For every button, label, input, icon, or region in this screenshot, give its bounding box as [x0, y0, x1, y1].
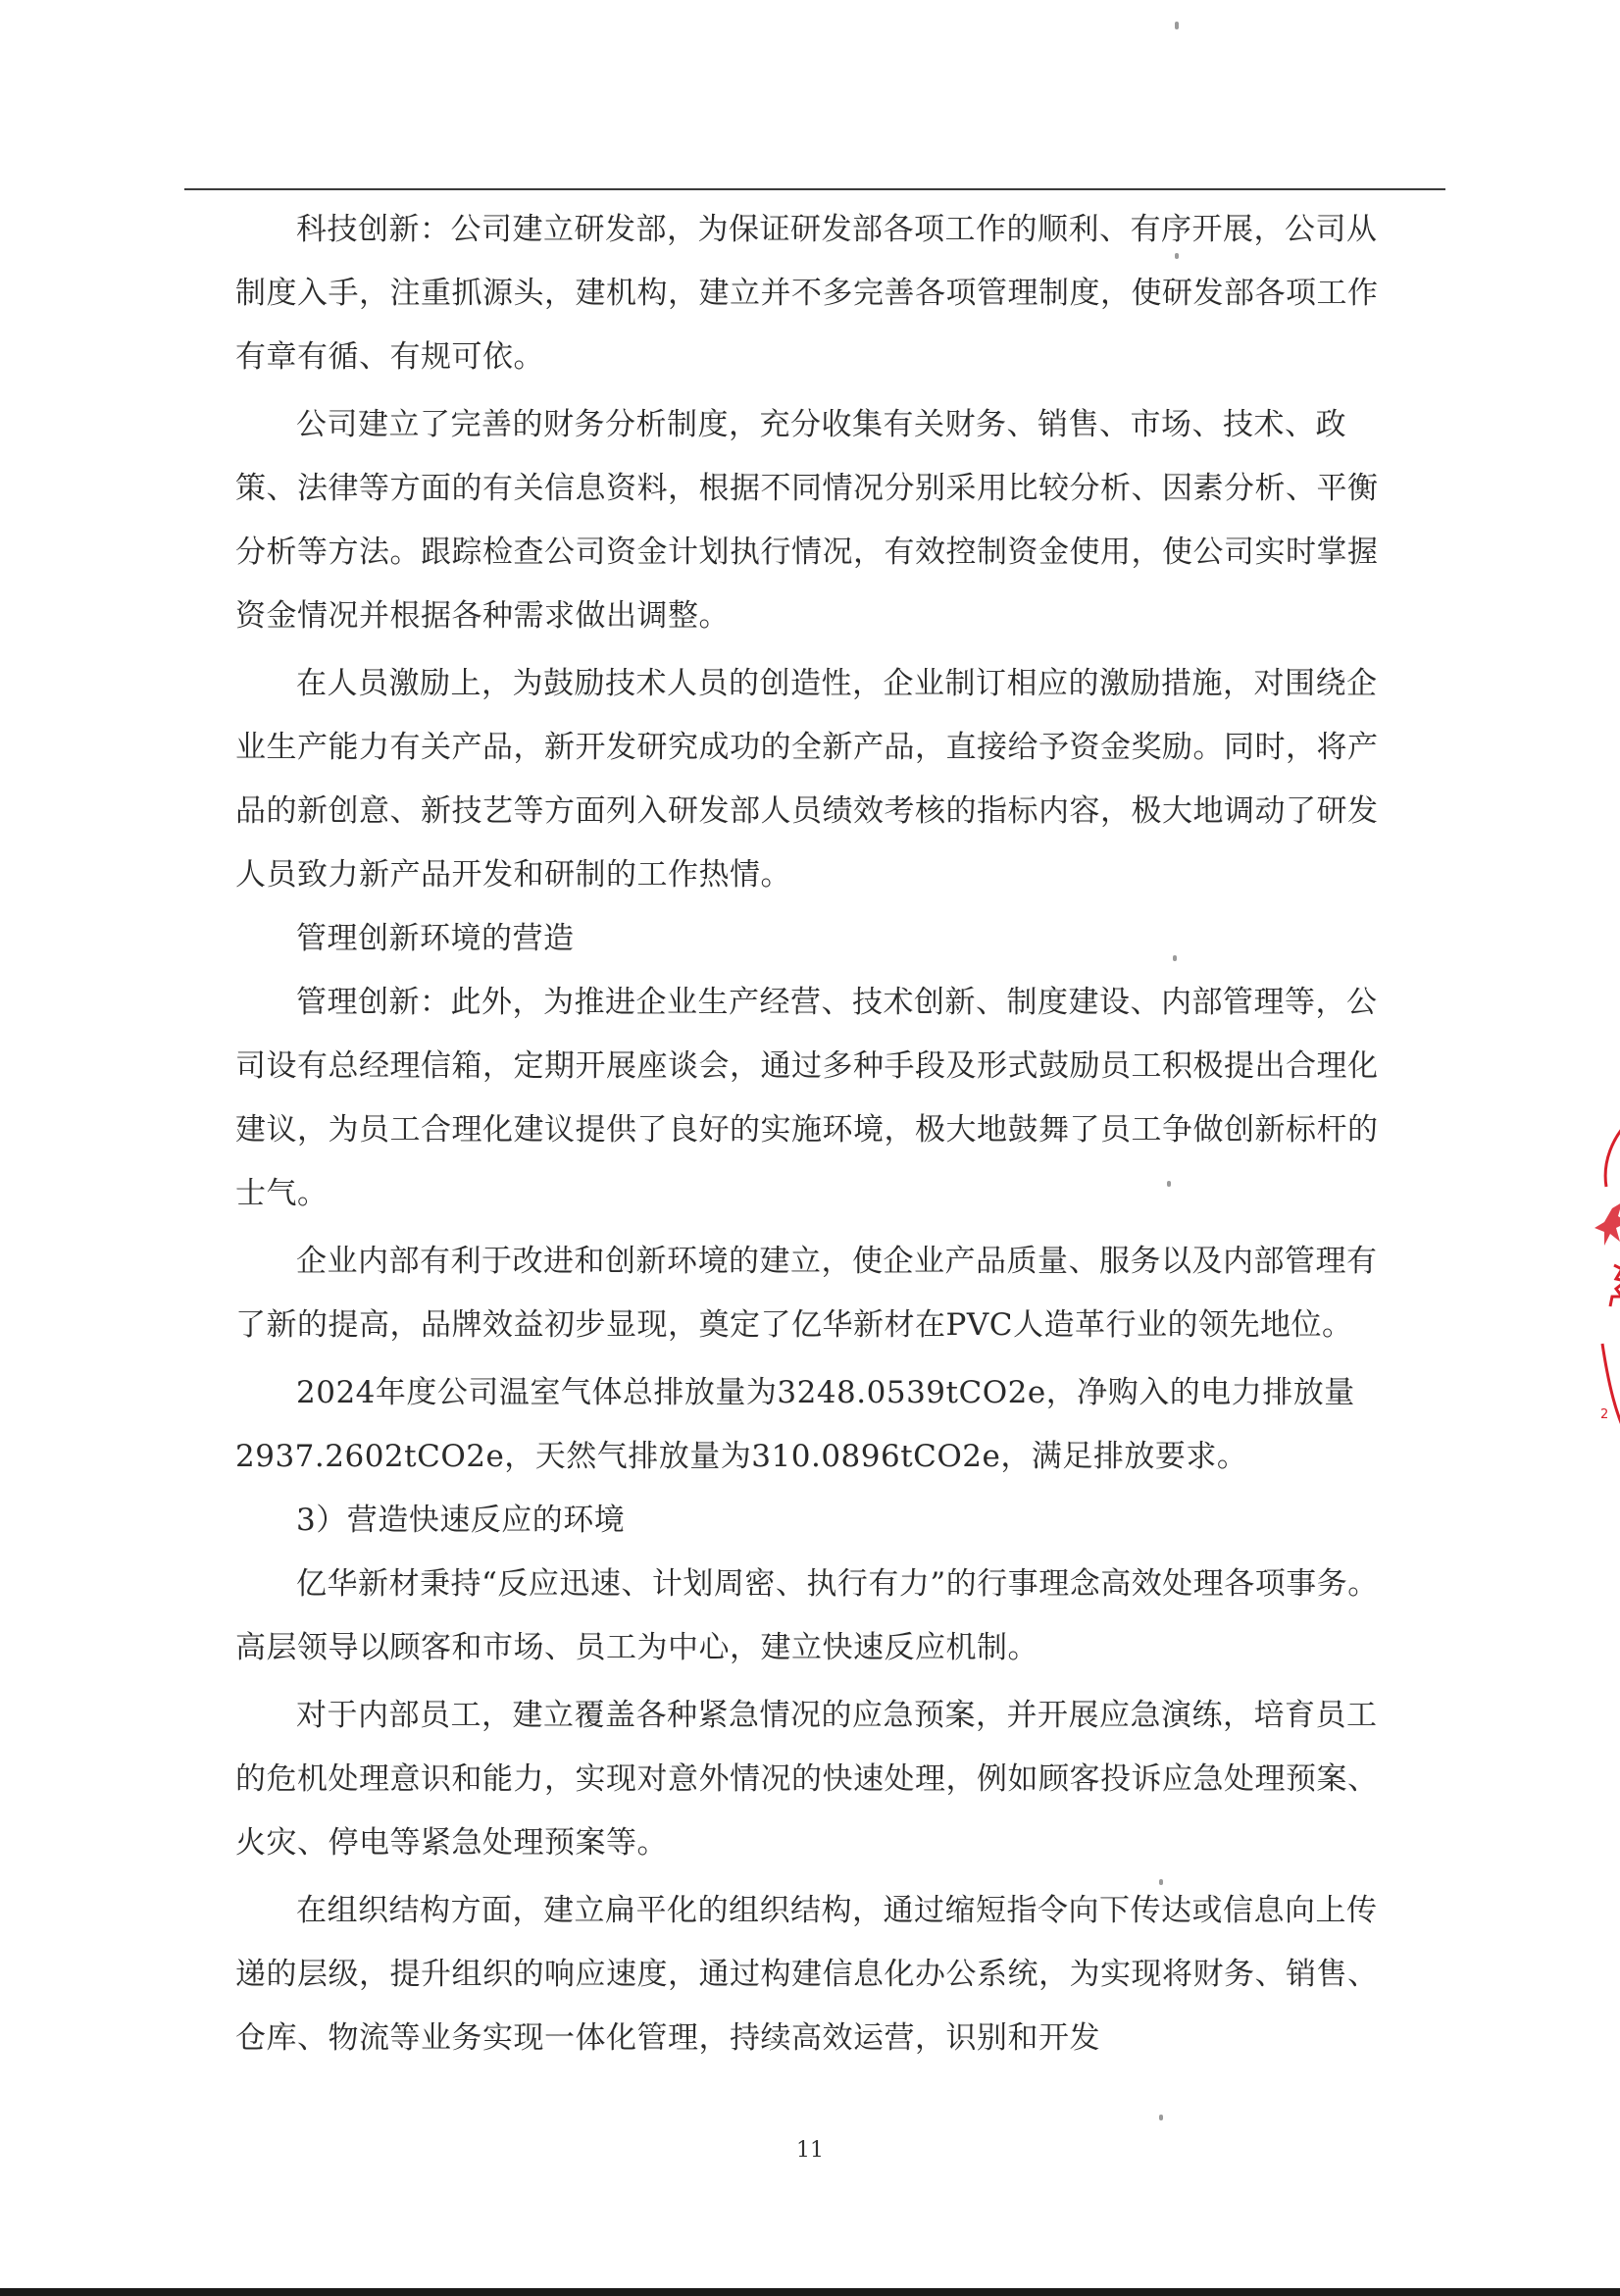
scan-speck — [1167, 1181, 1171, 1187]
paragraph-management-innovation: 管理创新：此外，为推进企业生产经营、技术创新、制度建设、内部管理等，公司设有总经理信箱，定期开展座谈会，通过多种手段及形式鼓励员工积极提出合理化建议，为员工合理化建议提供了良好的实施环境，极大地鼓舞了员工争做创新标杆的士气。 — [235, 985, 1379, 1211]
paragraph-innovation-environment: 企业内部有利于改进和创新环境的建立，使企业产品质量、服务以及内部管理有了新的提高，品牌效益初步显现，奠定了亿华新材在PVC人造革行业的领先地位。 — [235, 1244, 1378, 1343]
scan-speck — [1159, 2115, 1163, 2120]
body-text — [235, 198, 1392, 2070]
scan-speck — [1173, 955, 1177, 961]
scan-speck — [1175, 253, 1179, 259]
paragraph-finance-analysis: 公司建立了完善的财务分析制度，充分收集有关财务、销售、市场、技术、政策、法律等方面的有关信息资料，根据不同情况分别采用比较分析、因素分析、平衡分析等方法。跟踪检查公司资金计划执行情况，有效控制资金使用，使公司实时掌握资金情况并根据各种需求做出调整。 — [235, 407, 1379, 634]
section-heading-management-innovation: 管理创新环境的营造 — [296, 921, 575, 956]
paragraph-tech-innovation: 科技创新：公司建立研发部，为保证研发部各项工作的顺利、有序开展，公司从制度入手，注重抓源头，建机构，建立并不多完善各项管理制度，使研发部各项工作有章有循、有规可依。 — [235, 212, 1379, 375]
paragraph-emissions: 2024年度公司温室气体总排放量为3248.0539tCO2e，净购入的电力排放量2937.2602tCO2e，天然气排放量为310.0896tCO2e，满足排放要求。 — [235, 1375, 1355, 1474]
paragraph-emergency-plans: 对于内部员工，建立覆盖各种紧急情况的应急预案，并开展应急演练，培育员工的危机处理意识和能力，实现对意外情况的快速处理，例如顾客投诉应急处理预案、火灾、停电等紧急处理预案等。 — [235, 1698, 1379, 1861]
scan-speck — [1159, 1879, 1163, 1885]
paragraph-staff-incentive: 在人员激励上，为鼓励技术人员的创造性，企业制订相应的激励措施，对围绕企业生产能力有关产品，新开发研究成功的全新产品，直接给予资金奖励。同时，将产品的新创意、新技艺等方面列入研发部人员绩效考核的指标内容，极大地调动了研发人员致力新产品开发和研制的工作热情。 — [235, 666, 1379, 893]
header-rule — [184, 188, 1445, 190]
scan-bottom-edge — [0, 2288, 1620, 2296]
section-heading-fast-response: 3）营造快速反应的环境 — [296, 1503, 626, 1538]
paragraph-org-structure: 在组织结构方面，建立扁平化的组织结构，通过缩短指令向下传达或信息向上传递的层级，提升组织的响应速度，通过构建信息化办公系统，为实现将财务、销售、仓库、物流等业务实现一体化管理，持续高效运营，识别和开发 — [235, 1893, 1379, 2056]
paragraph-company-philosophy: 亿华新材秉持“反应迅速、计划周密、执行有力”的行事理念高效处理各项事务。高层领导以顾客和市场、员工为中心，建立快速反应机制。 — [235, 1566, 1379, 1665]
scan-speck — [1175, 22, 1179, 29]
page-number: 11 — [796, 2138, 824, 2163]
red-seal-fragment-icon — [1591, 1118, 1620, 1471]
svg-text:2: 2 — [1600, 1407, 1609, 1422]
